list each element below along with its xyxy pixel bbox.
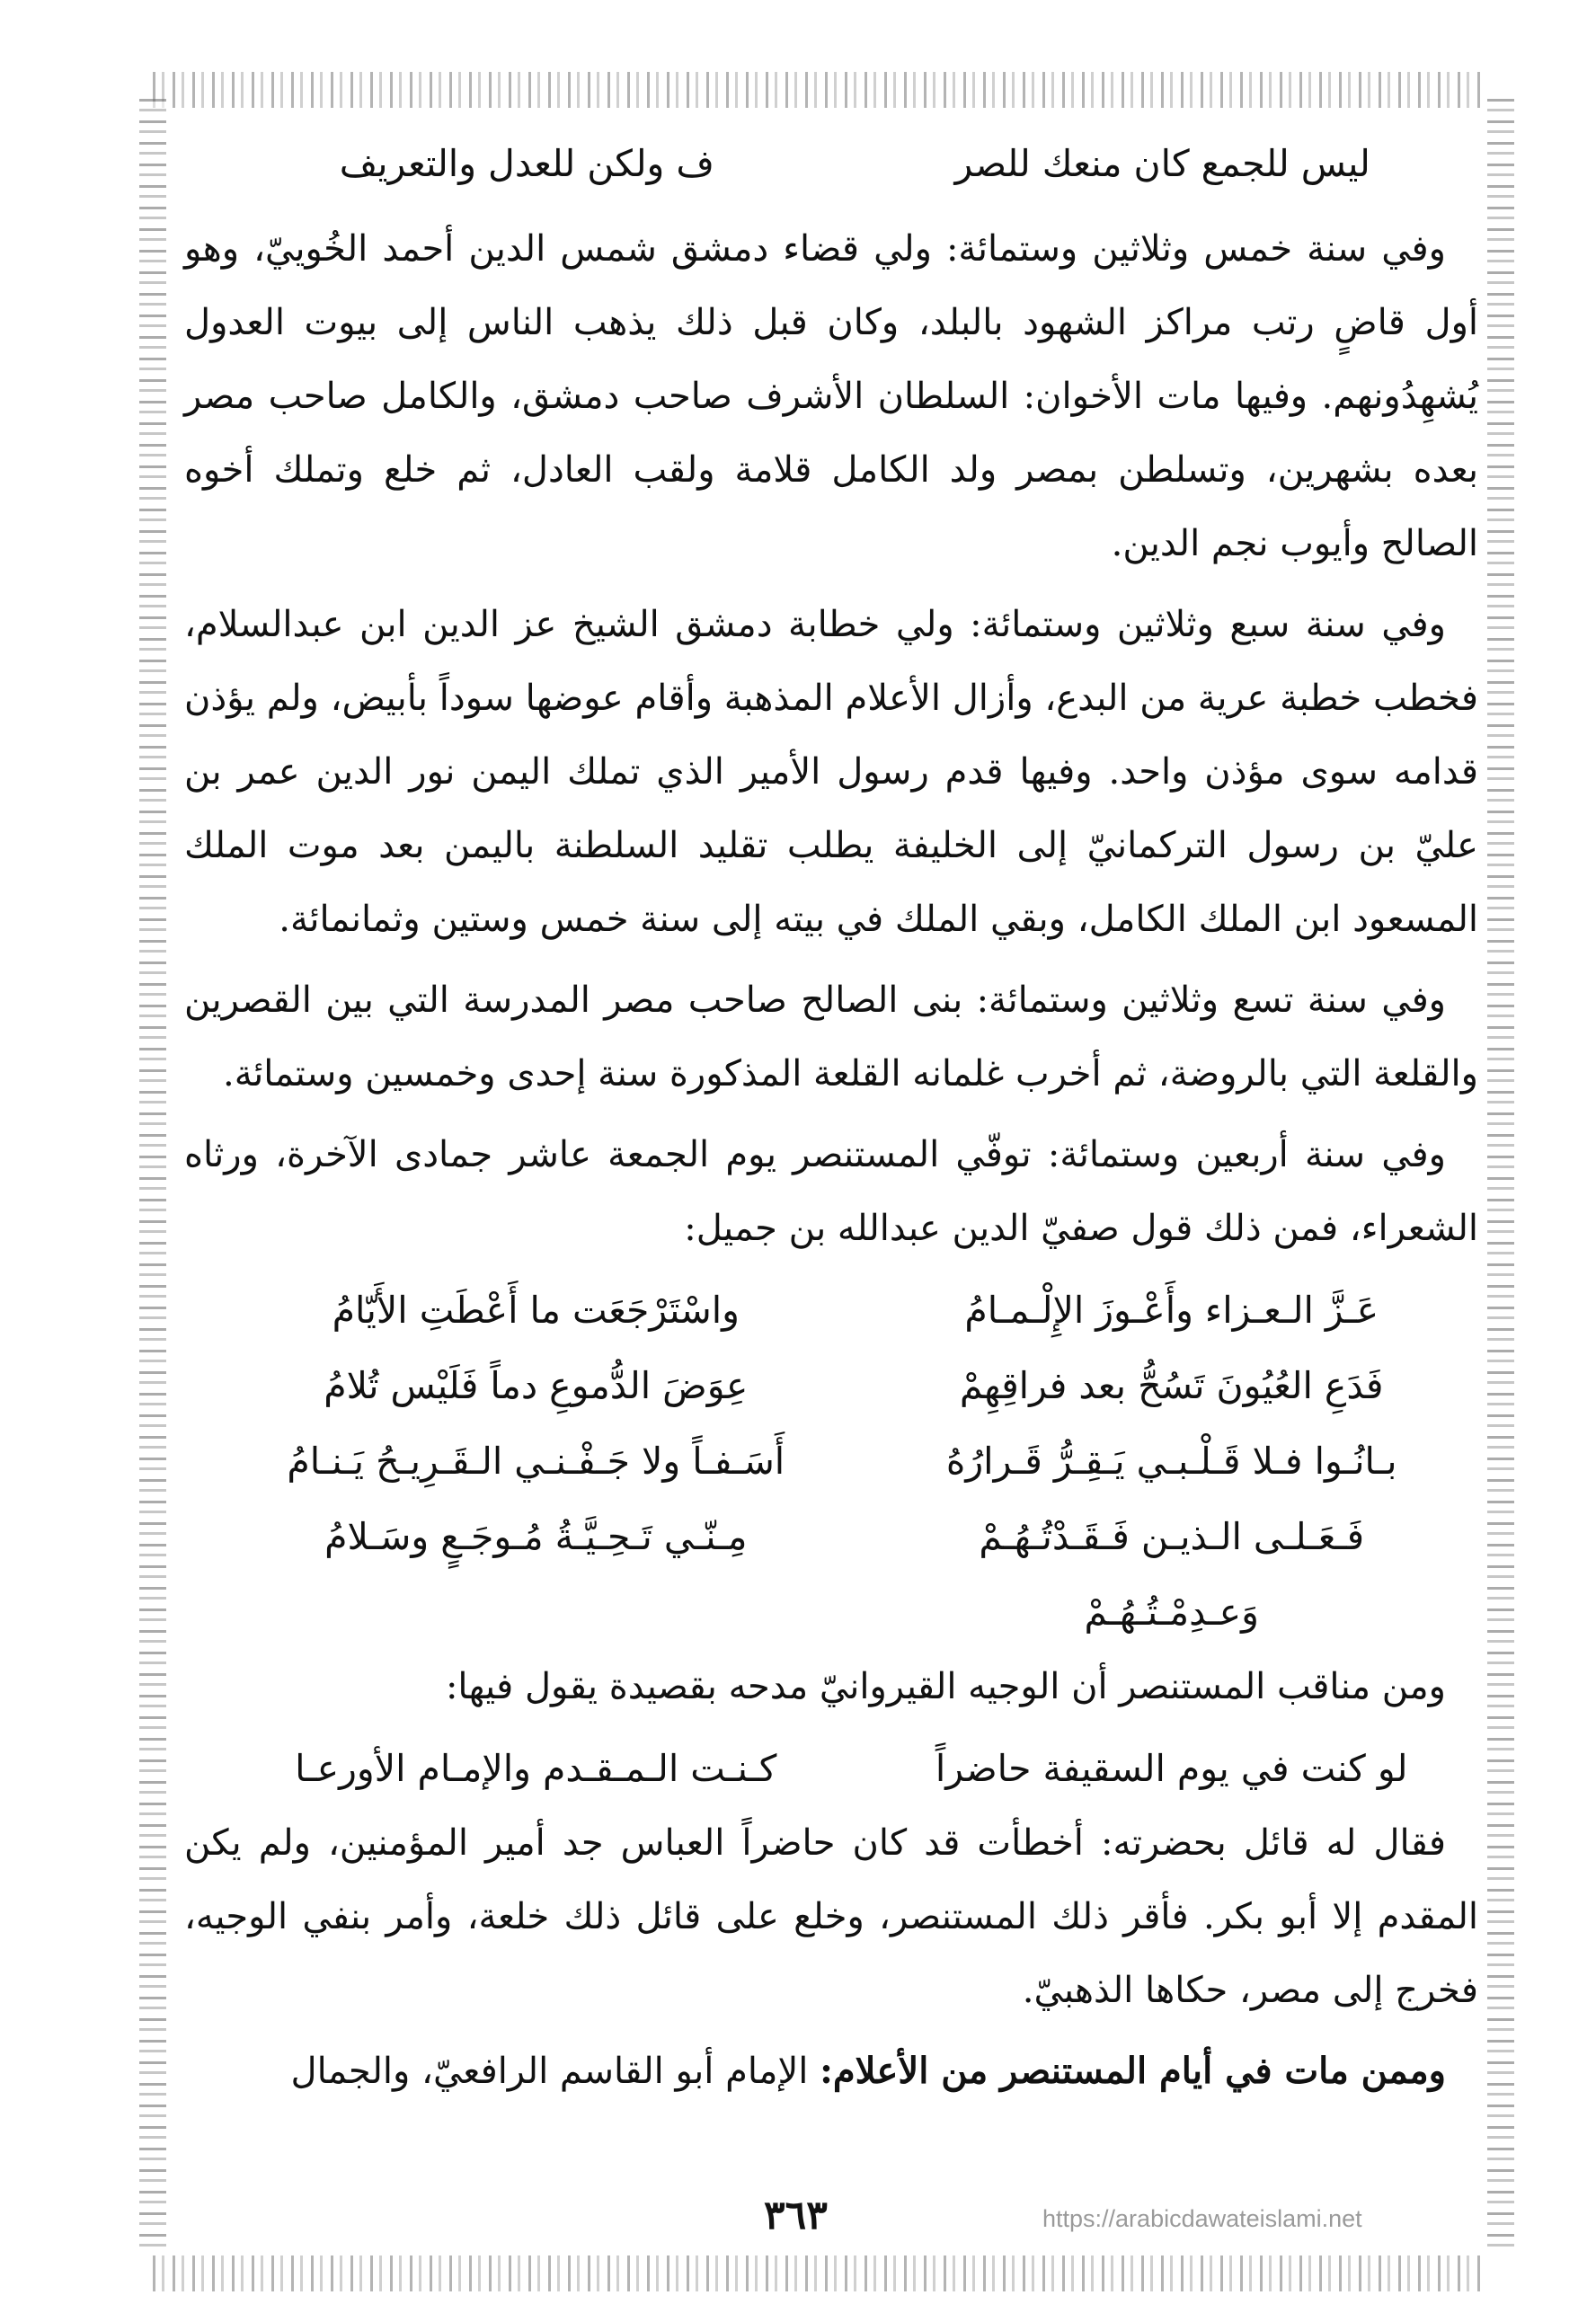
decorative-border-left: [139, 99, 166, 2255]
watermark-url: https://arabicdawateislami.net: [1042, 2205, 1362, 2232]
opening-verse: [184, 126, 1478, 201]
verse-hemistich-left: ف ولكن للعدل والتعريف: [339, 142, 714, 185]
page-body: [184, 126, 1478, 2238]
paragraph-year-640: وفي سنة أربعين وستمائة: توفّي المستنصر يوم الجمعة عاشر جمادى الآخرة، ورثاه الشعراء، فمن ذلك قول صفيّ الدين عبدالله بن جميل:: [184, 1134, 1478, 1249]
decorative-border-top: [153, 72, 1483, 108]
verse-hemistich-left: أَسَـفـاً ولا جَـفْـنـي الـقَـرِيـحُ يَـنـامُ: [287, 1440, 785, 1483]
paragraph-deaths: [184, 2034, 1478, 2108]
paragraph-text: الإمام أبو القاسم الرافعيّ، والجمال: [290, 2051, 820, 2092]
verse-hemistich-right: ليس للجمع كان منعك للصر: [954, 142, 1370, 185]
paragraph-year-639: وفي سنة تسع وثلاثين وستمائة: بنى الصالح صاحب مصر المدرسة التي بين القصرين والقلعة التي بالروضة، ثم أخرب غلمانه القلعة المذكورة سنة إحدى وخمسين وستمائة.: [184, 979, 1478, 1094]
poem-line: [184, 1272, 1478, 1348]
verse-hemistich-left: مِـنّـي تَـحِـيَّـةُ مُـوجَـعٍ وسَـلامُ: [324, 1515, 748, 1558]
poem-line: [184, 1348, 1478, 1423]
decorative-border-bottom: [153, 2255, 1483, 2291]
verse-hemistich-right: لو كنت في يوم السقيفة حاضراً: [935, 1747, 1408, 1790]
poem-line: [184, 1423, 1478, 1499]
section-heading: وممن مات في أيام المستنصر من الأعلام:: [820, 2050, 1446, 2092]
paragraph-year-635: وفي سنة خمس وثلاثين وستمائة: ولي قضاء دمشق شمس الدين أحمد الخُوييّ، وهو أول قاضٍ رتب مراكز الشهود بالبلد، وكان قبل ذلك يذهب الناس إلى بيوت العدول يُشهِدُونهم. وفيها مات الأخوان: السلطان الأشرف صاحب دمشق، والكامل صاحب مصر بعده بشهرين، وتسلطن بمصر ولد الكامل قلامة ولقب العادل، ثم خلع وتملك أخوه الصالح وأيوب نجم الدين.: [184, 228, 1478, 564]
paragraph-praise: ومن مناقب المستنصر أن الوجيه القيروانيّ مدحه بقصيدة يقول فيها:: [445, 1666, 1446, 1707]
verse-hemistich-left: كـنـت الـمـقـدم والإمـام الأورعـا: [295, 1747, 777, 1790]
verse-hemistich-right: فَـعَـلـى الـذيـن فَـقَـدْتُـهُـمْ وَعـدِمْـتُـهُـمْ: [979, 1515, 1365, 1634]
verse-hemistich-left: عِوَضَ الدُّموعِ دماً فَلَيْس تُلامُ: [324, 1364, 749, 1407]
decorative-border-right: [1487, 99, 1514, 2255]
poem-line: [184, 1499, 1478, 1650]
page-number: ٣٦٣: [764, 2193, 828, 2238]
verse-hemistich-right: فَدَعِ العُيُونَ تَسُحُّ بعد فراقِهِمْ: [959, 1364, 1384, 1407]
verse-hemistich-left: واسْتَرْجَعَت ما أَعْطَتِ الأَيّامُ: [332, 1289, 740, 1332]
paragraph-year-637: وفي سنة سبع وثلاثين وستمائة: ولي خطابة دمشق الشيخ عز الدين ابن عبدالسلام، فخطب خطبة عرية من البدع، وأزال الأعلام المذهبة وأقام عوضها سوداً بأبيض، ولم يؤذن قدامه سوى مؤذن واحد. وفيها قدم رسول الأمير الذي تملك اليمن نور الدين عمر بن عليّ بن رسول التركمانيّ إلى الخليفة يطلب تقليد السلطنة باليمن بعد موت الملك المسعود ابن الملك الكامل، وبقي الملك في بيته إلى سنة خمس وستين وثمانمائة.: [184, 604, 1478, 940]
verse-hemistich-right: بـانُـوا فـلا قَـلْـبـي يَـقِـرُّ قَـرارُهُ: [945, 1440, 1397, 1483]
paragraph-reply: فقال له قائل بحضرته: أخطأت قد كان حاضراً العباس جد أمير المؤمنين، ولم يكن المقدم إلا أبو بكر. فأقر ذلك المستنصر، وخلع على قائل ذلك خلعة، وأمر بنفي الوجيه، فخرج إلى مصر، حكاها الذهبيّ.: [184, 1822, 1478, 2011]
verse-hemistich-right: عَـزَّ الـعـزاء وأَعْـوزَ الإِلْـمـامُ: [964, 1289, 1379, 1332]
poem-line-saqifa: [184, 1731, 1478, 1806]
